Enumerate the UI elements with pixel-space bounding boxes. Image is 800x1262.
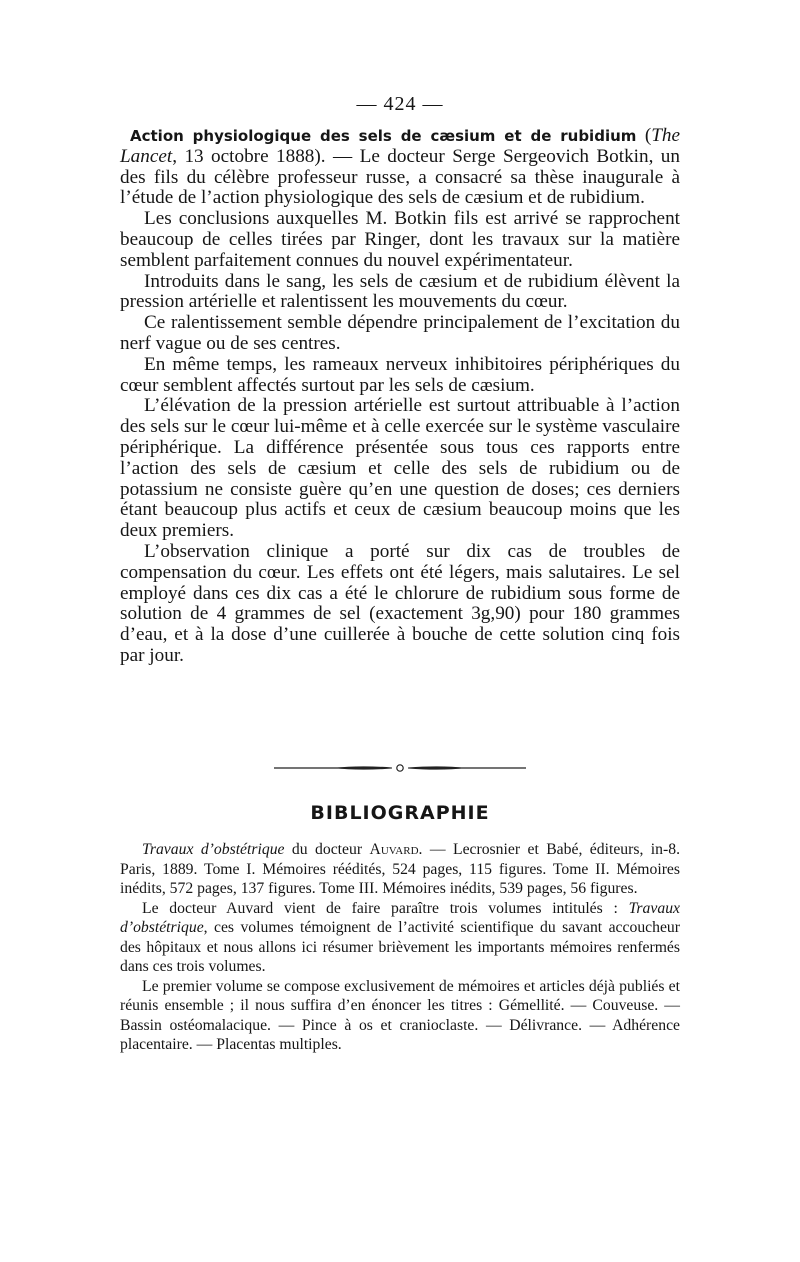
bibliography-body: [120, 840, 680, 1055]
review-paragraph: Le premier volume se compose exclusivement de mémoires et articles déjà publiés et réunis ensemble ; il nous suffira d’en énoncer les titres : Gémellité. — Couveuse. — Bassin ostéomalacique. — Pince à os et cranioclaste. — Délivrance. — Adhérence placentaire. — Placentas multiples.: [120, 977, 680, 1053]
article-intro-text: , 13 octobre 1888). — Le docteur Serge Sergeovich Botkin, un des fils du célèbre professeur russe, a consacré sa thèse inaugurale à l’étude de l’action physiologique des sels de cæsium et de rubidium.: [120, 145, 680, 209]
book-by: du docteur: [284, 841, 370, 858]
article-paragraph: Introduits dans le sang, les sels de cæsium et de rubidium élèvent la pression artérielle et ralentissent les mouvements du cœur.: [120, 270, 680, 313]
book-title: Travaux d’obstétrique: [142, 841, 285, 858]
article-paragraph: L’élévation de la pression artérielle est surtout attribuable à l’action des sels sur le cœur lui-même et à celle exercée sur le système vasculaire périphérique. La différence présentée sous tous ces rapports entre l’action des sels de cæsium et celle des sels de rubidium ou de potassium ne consiste guère qu’en une question de doses; ces derniers étant beaucoup plus actifs et ceux de cæsium beaucoup moins que les deux premiers.: [120, 395, 680, 542]
review-paragraph: [120, 899, 680, 977]
article-paragraph: Les conclusions auxquelles M. Botkin fils est arrivé se rapprochent beaucoup de celles tirées par Ringer, dont les travaux sur la matière semblent parfaitement connues du nouvel expérimentateur.: [120, 208, 680, 271]
citation-source: The Lancet: [120, 125, 681, 167]
article-body: [120, 126, 680, 667]
review-text: Le docteur Auvard vient de faire paraître trois volumes intitulés :: [142, 899, 629, 917]
article-intro-paragraph: Action physiologique des sels de cæsium et de rubidium (The Lancet, 13 octobre 1888). — Le docteur Serge Sergeovich Botkin, un des fils du célèbre professeur russe, a consacré sa thèse inaugurale à l’étude de l’action physiologique des sels de cæsium et de rubidium.: [120, 125, 681, 209]
page-number: — 424 —: [356, 93, 444, 115]
bibliography-entry: [120, 840, 680, 899]
review-text: , ces volumes témoignent de l’activité scientifique du savant accoucheur des hôpitaux et nous allons ici résumer brièvement les importants mémoires renfermés dans ces trois volumes.: [120, 919, 680, 975]
section-divider-ornament: [274, 763, 526, 773]
bibliography-heading: BIBLIOGRAPHIE: [310, 802, 490, 824]
article-title: Action physiologique des sels de cæsium et de rubidium: [130, 127, 637, 145]
book-author: Auvard: [369, 841, 419, 858]
article-paragraph: Ce ralentissement semble dépendre principalement de l’excitation du nerf vague ou de ses centres.: [120, 312, 680, 354]
review-book-title: Travaux d’obstétrique: [120, 899, 680, 936]
article-paragraph: En même temps, les rameaux nerveux inhibitoires périphériques du cœur semblent affectés surtout par les sels de cæsium.: [120, 353, 680, 396]
book-details: . — Lecrosnier et Babé, éditeurs, in-8. Paris, 1889. Tome I. Mémoires réédités, 524 pages, 115 figures. Tome II. Mémoires inédits, 572 pages, 137 figures. Tome III. Mémoires inédits, 539 pages, 56 figures.: [120, 841, 680, 897]
article-paragraph: L’observation clinique a porté sur dix cas de troubles de compensation du cœur. Les effets ont été légers, mais salutaires. Le sel employé dans ces dix cas a été le chlorure de rubidium sous forme de solution de 4 grammes de sel (exactement 3g,90) pour 180 grammes d’eau, et à la dose d’une cuillerée à bouche de cette solution cinq fois par jour.: [120, 540, 680, 666]
